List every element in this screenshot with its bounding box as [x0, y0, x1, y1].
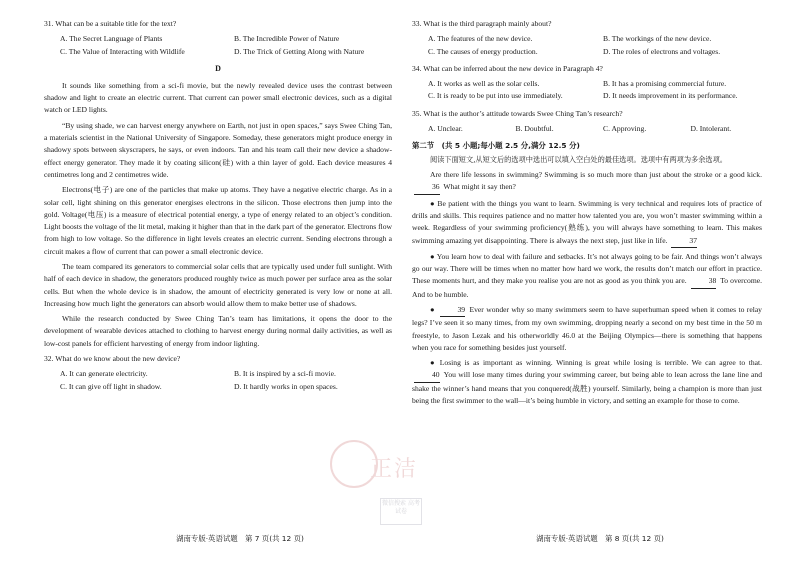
- section-title: 第二节 (共 5 小题;每小题 2.5 分,满分 12.5 分): [412, 141, 580, 151]
- blank-36: 36: [414, 181, 440, 194]
- cloze-text: ● Be patient with the things you want to learn. Swimming is very technical and requires lots of practice of drills and skills. This requires patience and no matter how talented you are, you won’t master swimming within a week. Regardless of your swimming proficiency(熟练), you will always have something to learn. This makes swimming amazing yet disappointing. There is always the next step, just like in life.: [412, 198, 762, 245]
- option: A. It can generate electricity.: [60, 369, 148, 379]
- cloze-paragraph-1: [412, 169, 762, 195]
- option: D. The Trick of Getting Along with Nature: [234, 46, 365, 56]
- cloze-text: ● Losing is as important as winning. Winning is great while losing is terrible. We can agree to that.: [430, 358, 762, 368]
- page-footer-right: 湖南专版·英语试题 第 8 页(共 12 页): [536, 534, 664, 543]
- option: B. It has a promising commercial future.: [603, 79, 727, 89]
- question-33: 33. What is the third paragraph mainly about?: [412, 19, 552, 28]
- cloze-text: What might it say then?: [443, 182, 516, 192]
- bullet-icon: ●: [430, 304, 436, 314]
- option: B. It is inspired by a sci-fi movie.: [234, 369, 336, 379]
- watermark-circle-icon: [330, 440, 378, 488]
- question-33-options: [412, 33, 762, 58]
- watermark-box: 微信搜索 高考试卷: [380, 498, 422, 525]
- option: A. It works as well as the solar cells.: [428, 79, 540, 89]
- cloze-paragraph-3: [412, 251, 762, 301]
- page-footer-left: 湖南专版·英语试题 第 7 页(共 12 页): [176, 534, 304, 543]
- passage-letter: D: [215, 63, 221, 73]
- option: C. It is ready to be put into use immediately.: [428, 91, 563, 101]
- option: A. The Secret Language of Plants: [60, 34, 163, 44]
- watermark-logo: [330, 440, 450, 530]
- option: D. The roles of electrons and voltages.: [603, 46, 721, 56]
- blank-40: 40: [414, 369, 440, 382]
- option: A. The features of the new device.: [428, 34, 533, 44]
- option: B. The workings of the new device.: [603, 34, 712, 44]
- section-instruction: 阅读下面短文,从短文后的选项中选出可以填入空白处的最佳选项。选项中有两项为多余选项。: [430, 155, 727, 165]
- question-35-options: [412, 123, 762, 135]
- blank-38: 38: [691, 275, 717, 288]
- passage-paragraph: Electrons(电子) are one of the particles that make up atoms. They have a negative electric charge. As in a solar cell, light shining on this generator energises electrons in the silicon. Those electrons then jump into the gold. Voltage(电压) is a measure of electrical potential energy, a type of energy related to an object’s condition. Light boosts the voltage of the lit metal, making it higher than that in the dark part of the generator. Electrons flow from high to low voltage. So the difference in light levels creates an electric current. Sending electrons through a circuit makes a flow of current that can power a small electronic device.: [44, 185, 392, 256]
- cloze-text: Ever wonder why so many swimmers seem to have superhuman speed when it comes to relay legs? I’ve seen it so many times, from my own swimming, dropping nearly a second on my best time in the 50 m freestyle, to Jason Lezak and his otherworldly 46.0 at the Beijing Olympics—there is something that happens when you race for something besides just yourself.: [412, 304, 762, 352]
- cloze-paragraph-4: [412, 304, 762, 354]
- passage-paragraph: While the research conducted by Swee Ching Tan’s team has limitations, it opens the door to the development of wearable devices attached to clothing to harvest energy during normal daily activities, as well as low-cost panels for efficient harvesting of energy from indoor lighting.: [44, 314, 392, 348]
- option: D. It hardly works in open spaces.: [234, 381, 338, 391]
- left-column: [44, 18, 392, 398]
- question-31: 31. What can be a suitable title for the text?: [44, 19, 177, 28]
- option: C. The causes of energy production.: [428, 46, 538, 56]
- cloze-text: Are there life lessons in swimming? Swimming is so much more than just about the stroke or a good kick.: [430, 170, 762, 180]
- question-32-options: [44, 368, 392, 393]
- right-column: [412, 18, 762, 410]
- cloze-text: To overcome. And to be humble.: [412, 276, 762, 299]
- question-35: 35. What is the author’s attitude towards Swee Ching Tan’s research?: [412, 108, 623, 118]
- option: A. Unclear.: [428, 124, 463, 134]
- option: D. Intolerant.: [690, 124, 732, 134]
- passage-paragraph: The team compared its generators to commercial solar cells that are typically used under full sunlight. With half of each device in shadow, the generators produced roughly twice as much power per surface area as the solar cells. But when the whole device is in shadow, the amount of electricity generated is very low or none at all. Increasing how much light the generators can absorb would allow them to make better use of shadows.: [44, 262, 392, 308]
- option: C. The Value of Interacting with Wildlife: [60, 46, 185, 56]
- blank-37: 37: [671, 235, 697, 248]
- option: D. It needs improvement in its performance.: [603, 91, 738, 101]
- question-34: 34. What can be inferred about the new device in Paragraph 4?: [412, 63, 603, 73]
- passage-paragraph: “By using shade, we can harvest energy anywhere on Earth, not just in open spaces,” says Swee Ching Tan, a materials scientist in the National University of Singapore. Someday, these generators might produce energy in shadowy spots between skyscrapers, he says, or even indoors. Tan and his team call their new device a shadow-effect energy generator. They made it by coating silicon(硅) with a thin layer of gold. Each device measures 4 centimetres long and 2 centimetres wide.: [44, 120, 392, 179]
- option: C. It can give off light in shadow.: [60, 381, 162, 391]
- cloze-paragraph-5: [412, 357, 762, 407]
- cloze-text: ● You learn how to deal with failure and setbacks. It’s not always going to be fair. And things won’t always go our way. There will be times when no matter how hard we work, the results don’t match our effort in practice. These moments hurt, and they make you realise you are not as good as you think you are.: [412, 251, 762, 286]
- question-32: 32. What do we know about the new device?: [44, 354, 181, 364]
- passage-paragraph: It sounds like something from a sci-fi movie, but the newly revealed device uses the contrast between shadow and light to create an electric current. That current can power small electronic devices, such as a digital watch or LED lights.: [44, 80, 392, 115]
- cloze-paragraph-2: [412, 198, 762, 248]
- blank-39: 39: [440, 304, 466, 317]
- option: C. Approving.: [603, 124, 647, 134]
- option: B. Doubtful.: [515, 124, 554, 134]
- cloze-text: You will lose many times during your swimming career, but being able to lean across the lane line and shake the winner’s hand means that you conquered(战胜) yourself. Similarly, being a champion is more than just being the first swimmer to the wall—it’s being humble in victory, and setting an example for those to come.: [412, 370, 762, 406]
- option: B. The Incredible Power of Nature: [234, 34, 340, 44]
- watermark-text: 正洁: [370, 457, 419, 482]
- question-31-options: [44, 33, 392, 58]
- question-34-options: [412, 78, 762, 103]
